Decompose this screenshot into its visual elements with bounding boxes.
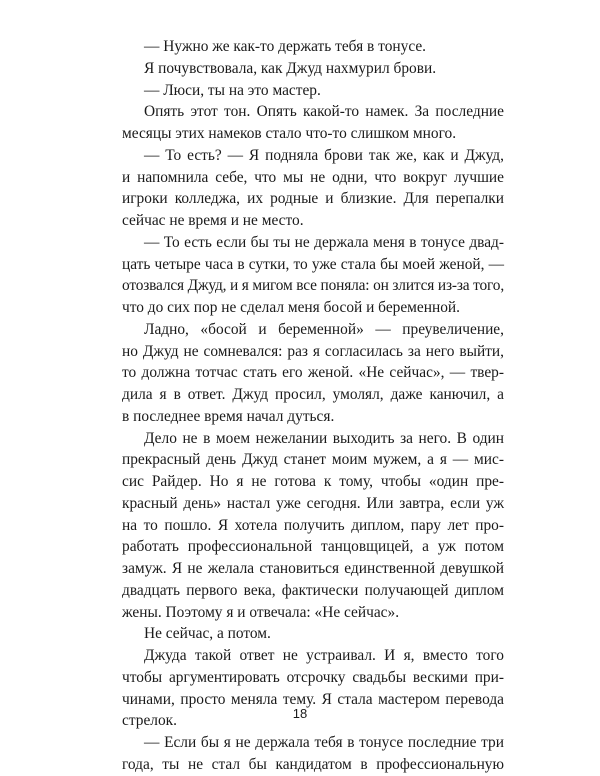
text-line: цать четыре часа в сутки, то уже стала бы моей женой, — [122, 255, 504, 273]
text-line: Опять этот тон. Опять какой-то намек. За последние [144, 103, 504, 121]
page-number: 18 [292, 706, 308, 721]
text-line: — Люси, ты на это мастер. [144, 81, 321, 99]
text-line: — То есть если бы ты не держала меня в тонусе двад- [144, 233, 504, 251]
text-line: игроки колледжа, их родные и близкие. Для перепалки [122, 190, 504, 208]
text-line: что до сих пор не сделал меня босой и беременной. [122, 299, 460, 316]
text-line: чинами, просто меняла тему. Я стала мастером перевода [122, 690, 504, 708]
text-line: то должна тотчас стать его женой. «Не сейчас», — твер- [122, 364, 504, 382]
text-line: Джуда такой ответ не устраивал. И я, вместо того [144, 647, 504, 664]
text-line: Ладно, «босой и беременной» — преувеличение, [144, 320, 504, 338]
text-line: — Нужно же как-то держать тебя в тонусе. [144, 38, 427, 55]
text-line: сис Райдер. Но я не готова к тому, чтобы «один пре- [122, 473, 504, 490]
text-line: в последнее время начал дуться. [122, 407, 335, 425]
text-line: года, ты не стал бы кандидатом в профессиональную [122, 755, 504, 773]
text-line: прекрасный день Джуд станет моим мужем, а я — мис- [122, 451, 504, 469]
text-line: замуж. Я не желала становиться единственной девушкой [122, 560, 504, 577]
text-line: стрелок. [122, 712, 177, 730]
text-line: чтобы аргументировать отсрочку свадьбы вескими при- [122, 668, 504, 686]
text-line: красный день» настал уже сегодня. Или завтра, если уж [122, 494, 504, 512]
text-line: Не сейчас, а потом. [144, 625, 271, 643]
text-line: и напомнила себе, что мы не одни, что вокруг лучшие [122, 168, 504, 186]
text-line: Я почувствовала, как Джуд нахмурил брови. [144, 59, 437, 77]
text-line: на то пошло. Я хотела получить диплом, пару лет про- [122, 516, 504, 534]
text-line: Дело не в моем нежелании выходить за него. В один [144, 429, 504, 447]
text-line: — Если бы я не держала тебя в тонусе последние три [144, 734, 504, 751]
text-line: жены. Поэтому я и отвечала: «Не сейчас». [122, 603, 400, 621]
text-line: но Джуд не сомневался: раз я согласилась за него выйти, [122, 342, 504, 360]
text-line: работать профессиональной танцовщицей, а уж потом [122, 538, 504, 556]
text-line: — То есть? — Я подняла брови так же, как и Джуд, [144, 146, 504, 164]
text-line: дила я в ответ. Джуд просил, умолял, даже канючил, а [122, 386, 504, 403]
text-line: месяцы этих намеков стало что-то слишком много. [122, 125, 457, 142]
book-page-text [122, 36, 504, 776]
text-line: сейчас не время и не место. [122, 212, 304, 229]
text-line: отозвался Джуд, и я мигом все поняла: он злится из-за того, [122, 277, 505, 295]
text-line: двадцать первого века, фактически получающей диплом [122, 581, 504, 599]
